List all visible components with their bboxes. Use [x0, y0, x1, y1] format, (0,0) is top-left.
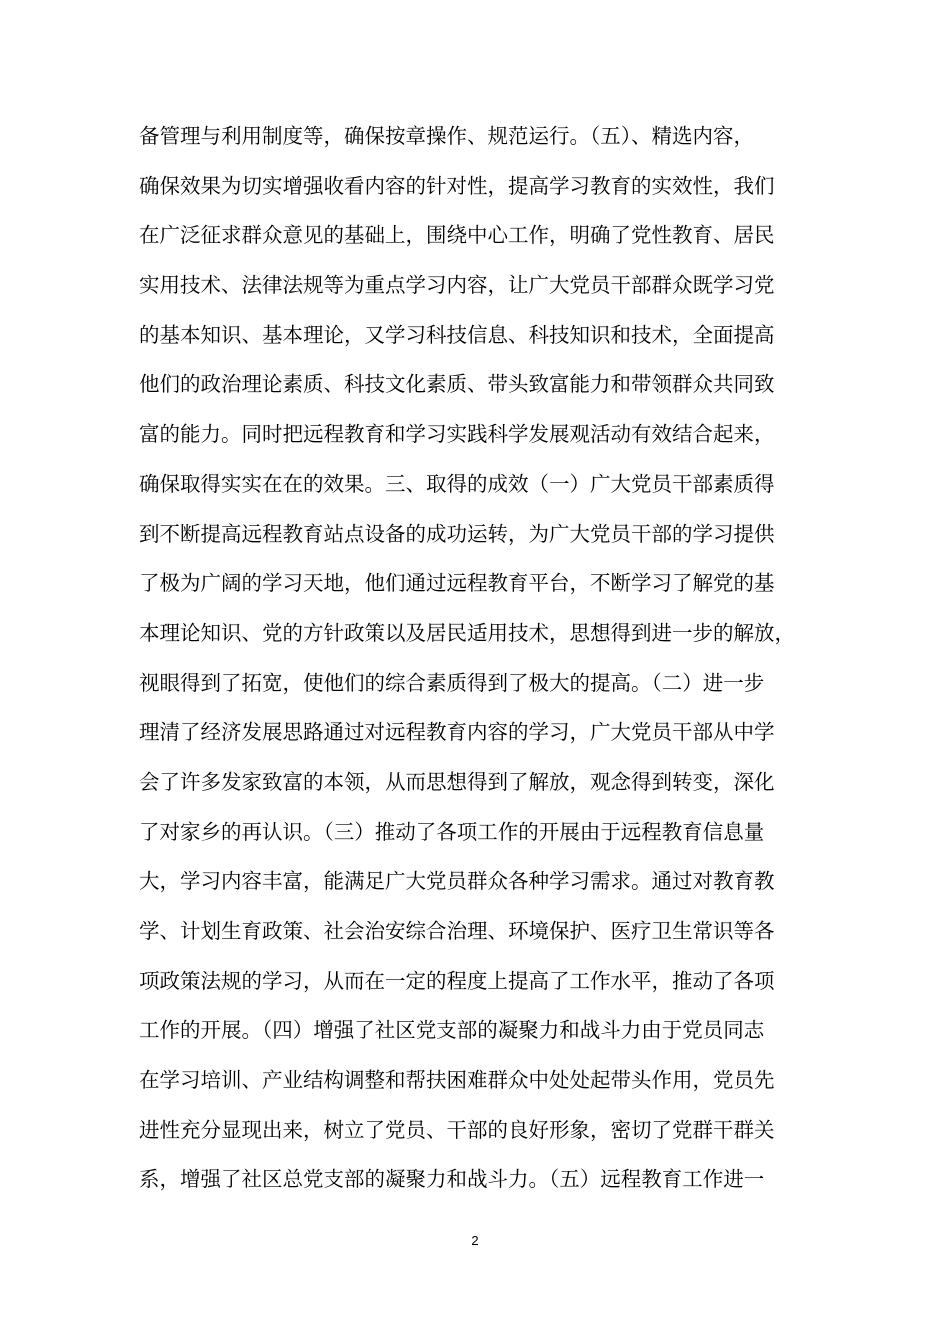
text-line: 富的能力。同时把远程教育和学习实践科学发展观活动有效结合起来，: [139, 422, 775, 447]
text-line: 项政策法规的学习，从而在一定的程度上提高了工作水平，推动了各项: [139, 968, 775, 993]
body-text: [139, 112, 829, 1205]
text-line: 了对家乡的再认识。（三）推动了各项工作的开展由于远程教育信息量: [139, 819, 765, 844]
text-line: 进性充分显现出来，树立了党员、干部的良好形象，密切了党群干群关: [139, 1117, 775, 1142]
text-line: 的基本知识、基本理论，又学习科技信息、科技知识和技术，全面提高: [139, 322, 775, 347]
text-line: 在广泛征求群众意见的基础上，围绕中心工作，明确了党性教育、居民: [139, 223, 775, 248]
text-line: 工作的开展。（四）增强了社区党支部的凝聚力和战斗力由于党员同志: [139, 1018, 765, 1043]
text-line: 系，增强了社区总党支部的凝聚力和战斗力。（五）远程教育工作进一: [139, 1167, 765, 1192]
text-line: 大，学习内容丰富，能满足广大党员群众各种学习需求。通过对教育教: [139, 869, 775, 894]
text-line: 会了许多发家致富的本领，从而思想得到了解放，观念得到转变，深化: [139, 769, 775, 794]
text-line: 确保取得实实在在的效果。三、取得的成效（一）广大党员干部素质得: [139, 471, 775, 496]
text-line: 在学习培训、产业结构调整和帮扶困难群众中处处起带头作用，党员先: [139, 1068, 775, 1093]
text-line: 实用技术、法律法规等为重点学习内容，让广大党员干部群众既学习党: [139, 273, 775, 298]
text-line: 确保效果为切实增强收看内容的针对性，提高学习教育的实效性，我们: [139, 173, 775, 198]
text-line: 学、计划生育政策、社会治安综合治理、环境保护、医疗卫生常识等各: [139, 919, 775, 943]
text-line: 到不断提高远程教育站点设备的成功运转，为广大党员干部的学习提供: [139, 521, 775, 546]
text-line: 他们的政治理论素质、科技文化素质、带头致富能力和带领群众共同致: [139, 372, 775, 397]
text-line: 了极为广阔的学习天地，他们通过远程教育平台，不断学习了解党的基: [139, 571, 775, 596]
text-line: 备管理与利用制度等，确保按章操作、规范运行。（五）、精选内容，: [139, 124, 754, 148]
page-number: 2: [471, 1233, 479, 1248]
text-line: 视眼得到了拓宽，使他们的综合素质得到了极大的提高。（二）进一步: [139, 670, 765, 695]
text-line: 本理论知识、党的方针政策以及居民适用技术，思想得到进一步的解放，: [139, 620, 795, 645]
text-line: 理清了经济发展思路通过对远程教育内容的学习，广大党员干部从中学: [139, 720, 775, 745]
